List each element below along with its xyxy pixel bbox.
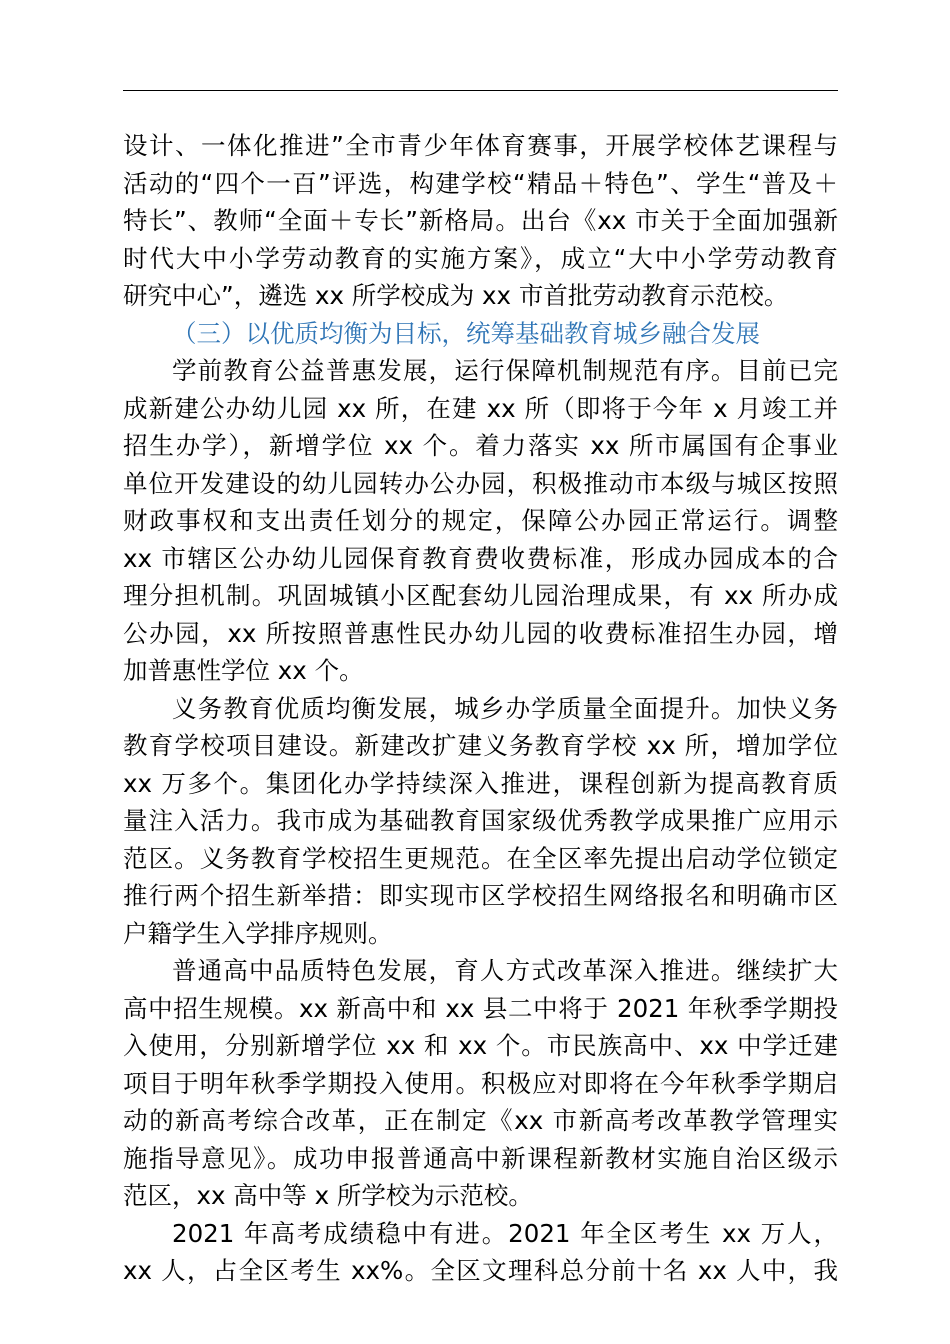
header-rule — [123, 90, 838, 91]
text-line: 特长”、教师“全面＋专长”新格局。出台《xx 市关于全面加强新 — [123, 206, 838, 235]
text-line: 高中招生规模。xx 新高中和 xx 县二中将于 2021 年秋季学期投 — [123, 993, 838, 1023]
text-line: 范区，xx 高中等 x 所学校为示范校。 — [123, 1181, 533, 1210]
text-line: xx 万多个。集团化办学持续深入推进，课程创新为提高教育质 — [123, 768, 838, 798]
text-line: 财政事权和支出责任划分的规定，保障公办园正常运行。调整 — [123, 506, 838, 535]
text-line: 量注入活力。我市成为基础教育国家级优秀教学成果推广应用示 — [123, 806, 838, 835]
text-line: 单位开发建设的幼儿园转办公办园，积极推动市本级与城区按照 — [123, 468, 838, 498]
text-line: 招生办学），新增学位 xx 个。着力落实 xx 所市属国有企事业 — [123, 431, 838, 460]
text-line: 推行两个招生新举措：即实现市区学校招生网络报名和明确市区 — [123, 881, 838, 910]
text-line: 时代大中小学劳动教育的实施方案》，成立“大中小学劳动教育 — [123, 243, 838, 273]
text-line: 学前教育公益普惠发展，运行保障机制规范有序。目前已完 — [172, 356, 838, 385]
text-line: 范区。义务教育学校招生更规范。在全区率先提出启动学位锁定 — [123, 843, 838, 873]
text-line: 施指导意见》。成功申报普通高中新课程新教材实施自治区级示 — [123, 1143, 838, 1173]
text-line: 研究中心”，遴选 xx 所学校成为 xx 市首批劳动教育示范校。 — [123, 281, 789, 310]
text-line: 入使用，分别新增学位 xx 和 xx 个。市民族高中、xx 中学迁建 — [123, 1031, 838, 1060]
text-line: xx 人，占全区考生 xx%。全区文理科总分前十名 xx 人中，我 — [123, 1256, 838, 1285]
text-line: 公办园，xx 所按照普惠性民办幼儿园的收费标准招生办园，增 — [123, 618, 838, 648]
section-heading: （三）以优质均衡为目标，统筹基础教育城乡融合发展 — [172, 318, 760, 348]
text-line: xx 市辖区公办幼儿园保育教育费收费标准，形成办园成本的合 — [123, 543, 838, 573]
text-line: 成新建公办幼儿园 xx 所，在建 xx 所（即将于今年 x 月竣工并 — [123, 393, 838, 423]
text-line: 教育学校项目建设。新建改扩建义务教育学校 xx 所，增加学位 — [123, 731, 838, 760]
text-line: 项目于明年秋季学期投入使用。积极应对即将在今年秋季学期启 — [123, 1068, 838, 1098]
text-line: 动的新高考综合改革，正在制定《xx 市新高考改革教学管理实 — [123, 1106, 838, 1135]
text-line: 设计、一体化推进”全市青少年体育赛事，开展学校体艺课程与 — [123, 131, 838, 160]
text-line: 普通高中品质特色发展，育人方式改革深入推进。继续扩大 — [172, 956, 838, 985]
text-line: 理分担机制。巩固城镇小区配套幼儿园治理成果，有 xx 所办成 — [123, 581, 838, 610]
text-line: 加普惠性学位 xx 个。 — [123, 656, 364, 685]
document-body — [123, 127, 838, 1290]
text-line: 义务教育优质均衡发展，城乡办学质量全面提升。加快义务 — [172, 693, 838, 723]
text-line: 活动的“四个一百”评选，构建学校“精品＋特色”、学生“普及＋ — [123, 168, 838, 198]
text-line: 2021 年高考成绩稳中有进。2021 年全区考生 xx 万人， — [172, 1218, 838, 1248]
text-line: 户籍学生入学排序规则。 — [123, 918, 393, 948]
